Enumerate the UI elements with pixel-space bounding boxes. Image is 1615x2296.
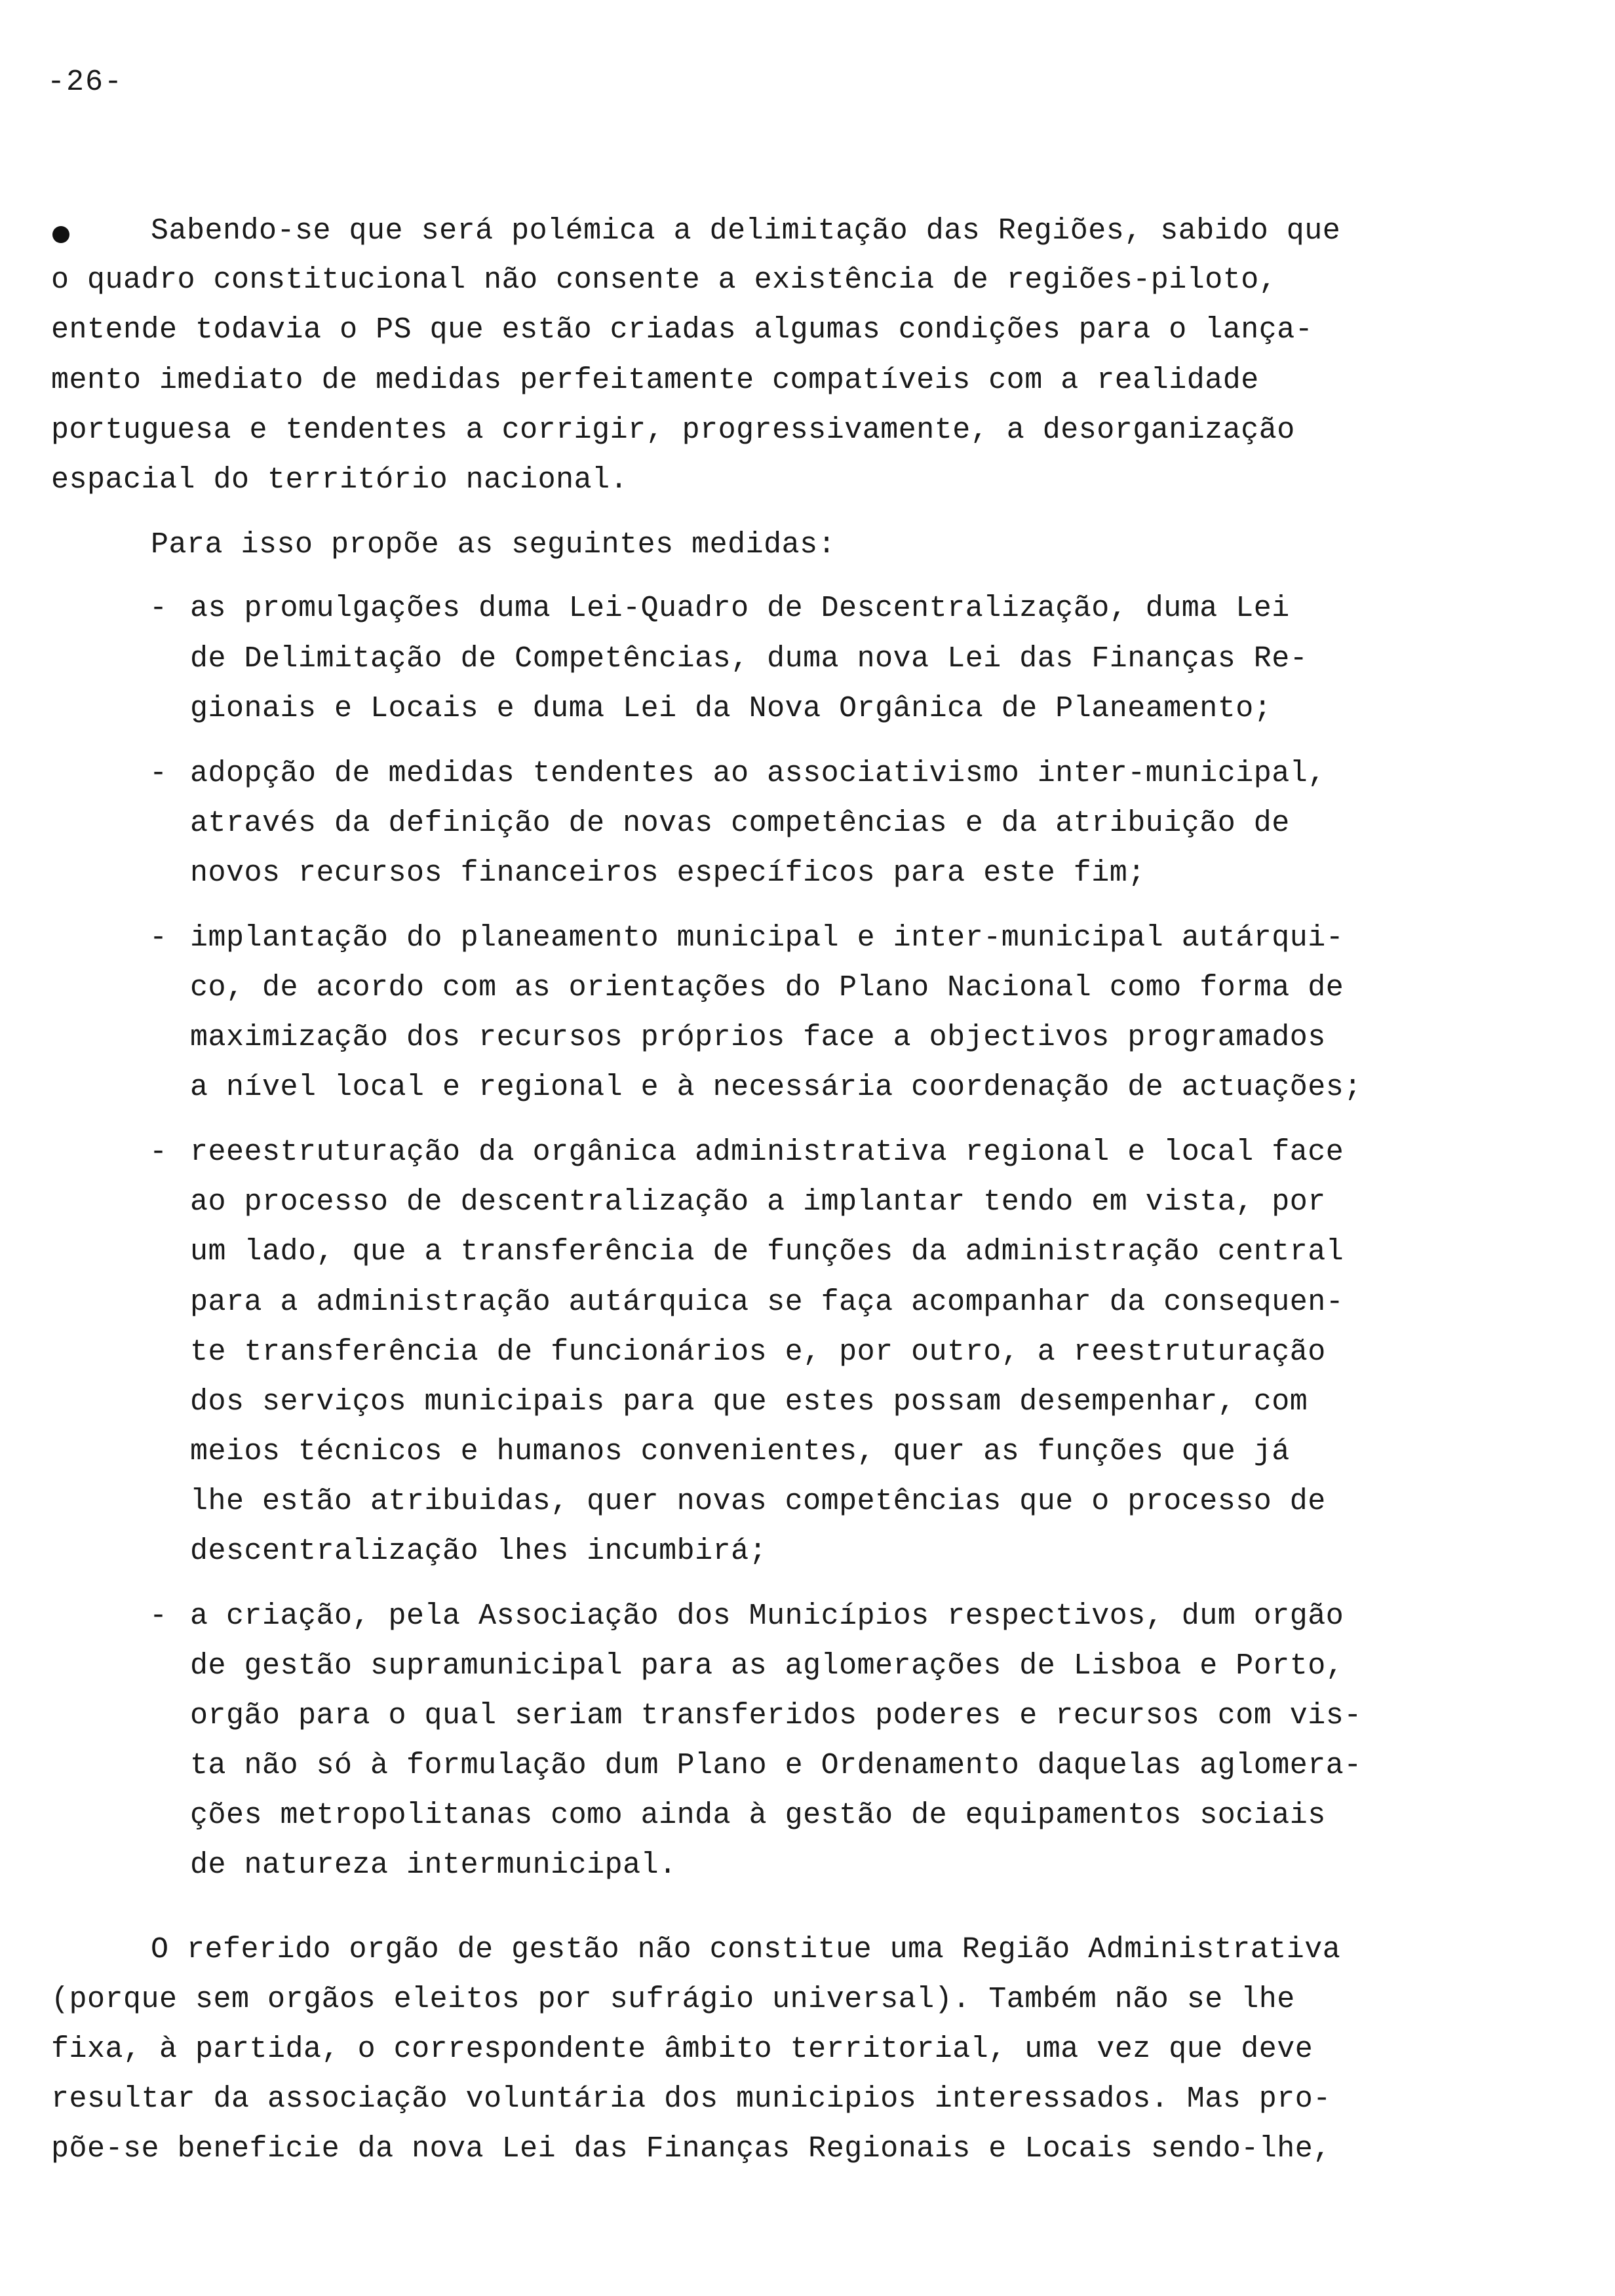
bullet-icon xyxy=(52,226,69,243)
list-item-line: a nível local e regional e à necessária coordenação de actuações; xyxy=(190,1071,1362,1104)
paragraph-line: mento imediato de medidas perfeitamente compatíveis com a realidade xyxy=(51,364,1259,397)
paragraph-line: (porque sem orgãos eleitos por sufrágio universal). Também não se lhe xyxy=(51,1983,1295,2016)
paragraph-line: resultar da associação voluntária dos municipios interessados. Mas pro- xyxy=(51,2082,1331,2116)
list-item-line: reeestruturação da orgânica administrativa regional e local face xyxy=(190,1136,1344,1169)
list-item-line: um lado, que a transferência de funções da administração central xyxy=(190,1235,1344,1269)
list-item-line: dos serviços municipais para que estes possam desempenhar, com xyxy=(190,1385,1308,1419)
paragraph-line: põe-se beneficie da nova Lei das Finanças Regionais e Locais sendo-lhe, xyxy=(51,2132,1331,2166)
list-item-line: novos recursos financeiros específicos para este fim; xyxy=(190,856,1146,890)
paragraph-line: fixa, à partida, o correspondente âmbito territorial, uma vez que deve xyxy=(51,2033,1313,2066)
proposal-intro: Para isso propõe as seguintes medidas: xyxy=(151,528,836,562)
paragraph-line: O referido orgão de gestão não constitue uma Região Administrativa xyxy=(151,1933,1341,1966)
list-item-line: ao processo de descentralização a implantar tendo em vista, por xyxy=(190,1185,1326,1219)
list-item-line: através da definição de novas competências e da atribuição de xyxy=(190,807,1290,840)
list-item-line: para a administração autárquica se faça acompanhar da consequen- xyxy=(190,1286,1344,1319)
list-item-line: implantação do planeamento municipal e inter-municipal autárqui- xyxy=(190,921,1344,955)
list-item-line: de gestão supramunicipal para as aglomerações de Lisboa e Porto, xyxy=(190,1649,1344,1683)
list-item-line: co, de acordo com as orientações do Plano Nacional como forma de xyxy=(190,971,1344,1004)
list-item-line: descentralização lhes incumbirá; xyxy=(190,1535,768,1568)
list-dash: - xyxy=(149,1136,168,1169)
list-item-line: ções metropolitanas como ainda à gestão de equipamentos sociais xyxy=(190,1799,1326,1832)
list-dash: - xyxy=(149,757,168,790)
list-item-line: a criação, pela Associação dos Municípios respectivos, dum orgão xyxy=(190,1599,1344,1633)
paragraph-line: Sabendo-se que será polémica a delimitação das Regiões, sabido que xyxy=(151,214,1341,248)
paragraph-line: portuguesa e tendentes a corrigir, progressivamente, a desorganização xyxy=(51,413,1295,447)
list-item-line: meios técnicos e humanos convenientes, quer as funções que já xyxy=(190,1435,1290,1468)
list-item-line: lhe estão atribuidas, quer novas competências que o processo de xyxy=(190,1485,1326,1518)
list-item-line: as promulgações duma Lei-Quadro de Descentralização, duma Lei xyxy=(190,592,1290,625)
list-item-line: adopção de medidas tendentes ao associativismo inter-municipal, xyxy=(190,757,1326,790)
list-item-line: de natureza intermunicipal. xyxy=(190,1848,677,1882)
list-item-line: te transferência de funcionários e, por outro, a reestruturação xyxy=(190,1335,1326,1369)
page-number: -26- xyxy=(47,66,124,99)
list-dash: - xyxy=(149,1599,168,1633)
list-item-line: gionais e Locais e duma Lei da Nova Orgânica de Planeamento; xyxy=(190,692,1272,725)
list-item-line: maximização dos recursos próprios face a objectivos programados xyxy=(190,1021,1326,1054)
paragraph-line: o quadro constitucional não consente a existência de regiões-piloto, xyxy=(51,263,1277,297)
list-dash: - xyxy=(149,921,168,955)
list-dash: - xyxy=(149,592,168,625)
paragraph-line: entende todavia o PS que estão criadas algumas condições para o lança- xyxy=(51,313,1313,347)
paragraph-line: espacial do território nacional. xyxy=(51,463,629,497)
list-item-line: de Delimitação de Competências, duma nova Lei das Finanças Re- xyxy=(190,642,1308,676)
list-item-line: orgão para o qual seriam transferidos poderes e recursos com vis- xyxy=(190,1699,1362,1732)
list-item-line: ta não só à formulação dum Plano e Ordenamento daquelas aglomera- xyxy=(190,1749,1362,1782)
